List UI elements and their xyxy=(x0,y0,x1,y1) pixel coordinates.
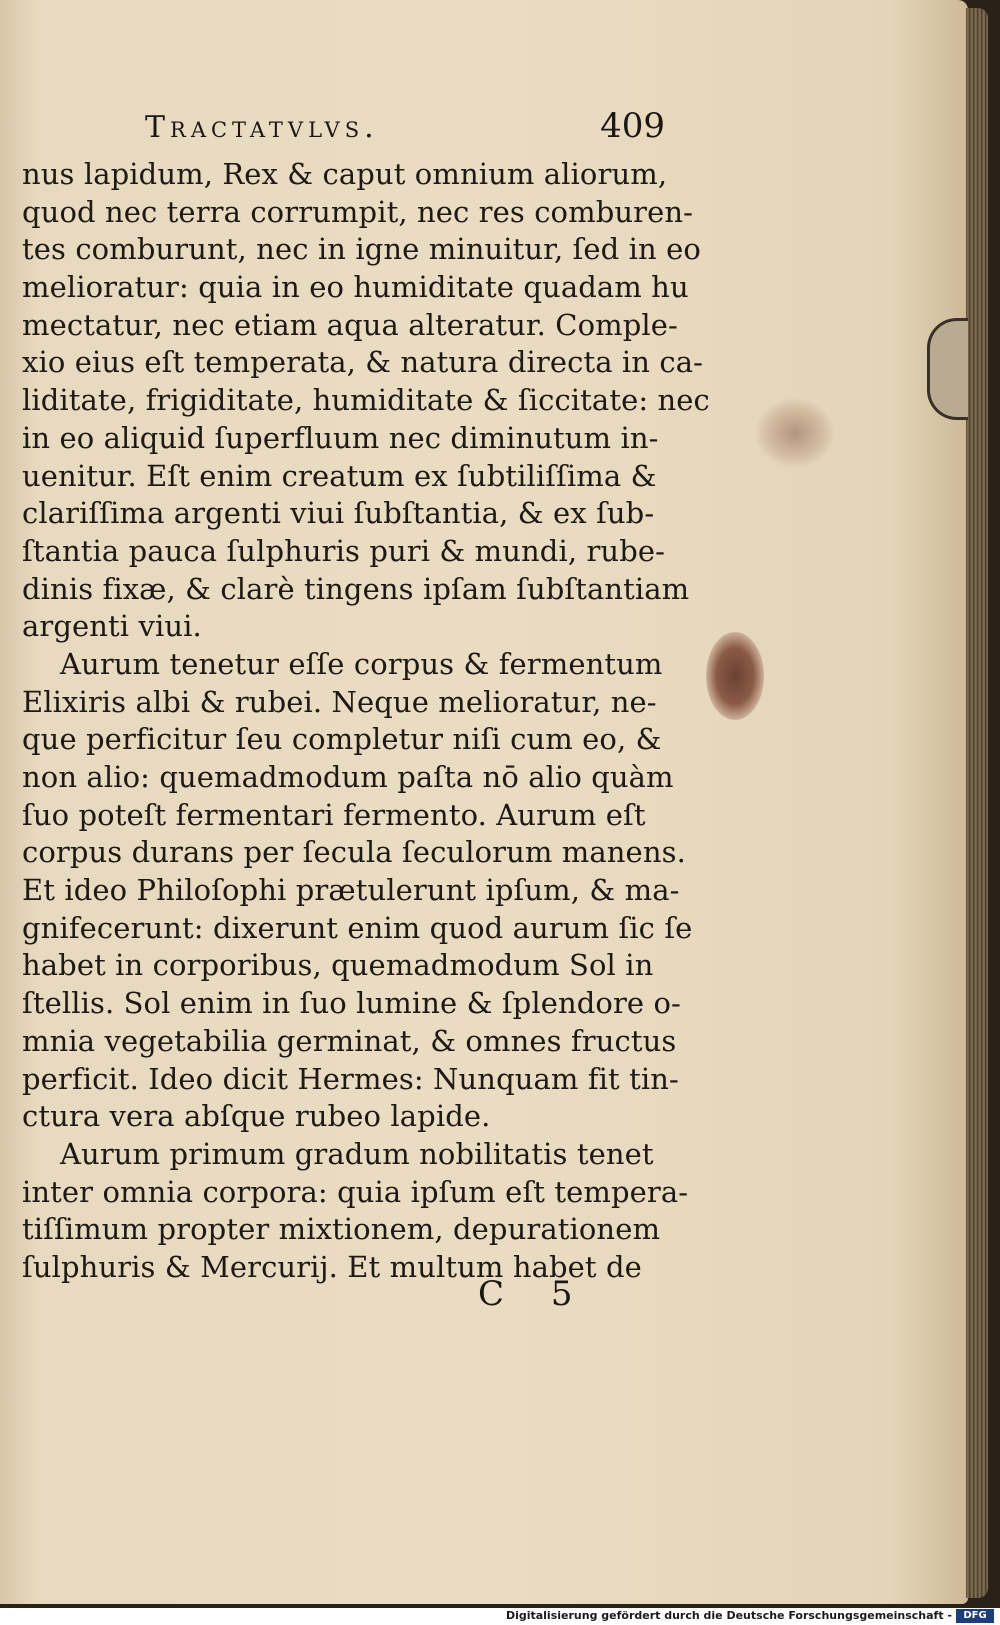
text-line: ctura vera abſque rubeo lapide. xyxy=(22,1099,491,1134)
text-line: tes comburunt, nec in igne minuitur, ſed in eo xyxy=(22,232,701,267)
bookmark-tab xyxy=(927,318,968,420)
dfg-logo: DFG xyxy=(956,1609,994,1623)
text-line: ſtantia pauca ſulphuris puri & mundi, rube- xyxy=(22,533,666,568)
text-line: Aurum primum gradum nobilitatis tenet xyxy=(60,1136,654,1171)
text-line: quod nec terra corrumpit, nec res comburen- xyxy=(22,194,694,229)
text-line: argenti viui. xyxy=(22,609,202,644)
text-line: gnifecerunt: dixerunt enim quod aurum ſic ſe xyxy=(22,910,693,945)
text-line: in eo aliquid ſuperfluum nec diminutum in- xyxy=(22,420,659,455)
text-line: nus lapidum, Rex & caput omnium aliorum, xyxy=(22,157,668,191)
text-line: mnia vegetabilia germinat, & omnes fructus xyxy=(22,1023,677,1058)
text-line: non alio: quemadmodum paſta nō alio quàm xyxy=(22,760,674,794)
text-line: liditate, frigiditate, humiditate & ſiccitate: nec xyxy=(22,383,710,418)
text-line: Aurum tenetur eſſe corpus & fermentum xyxy=(60,646,663,681)
page-number: 409 xyxy=(600,106,665,146)
text-line: ſuo poteſt fermentari fermento. Aurum eſt xyxy=(22,797,646,832)
faint-stain xyxy=(755,398,835,468)
text-line: corpus durans per ſecula ſeculorum manens. xyxy=(22,835,686,870)
text-line: ſtellis. Sol enim in ſuo lumine & ſplendore o- xyxy=(22,986,681,1021)
text-line: xio eius eſt temperata, & natura directa in ca- xyxy=(22,345,704,380)
running-title: Tractatvlvs. xyxy=(145,110,379,145)
body-text xyxy=(22,156,710,1287)
text-line: inter omnia corpora: quia ipſum eſt tempera- xyxy=(22,1174,689,1209)
signature-mark: C 5 xyxy=(478,1274,591,1314)
text-line: uenitur. Eſt enim creatum ex ſubtiliſſima & xyxy=(22,458,657,493)
text-line: que perficitur ſeu completur niſi cum eo, & xyxy=(22,722,662,757)
footer-bar xyxy=(0,1608,1000,1625)
ink-stain xyxy=(706,632,764,720)
text-line: habet in corporibus, quemadmodum Sol in xyxy=(22,948,654,983)
page-edge xyxy=(966,8,988,1598)
text-line: perficit. Ideo dicit Hermes: Nunquam fit tin- xyxy=(22,1061,679,1096)
footer-credit: Digitalisierung gefördert durch die Deutsche Forschungsgemeinschaft - xyxy=(505,1609,952,1622)
text-line: clariſſima argenti viui ſubſtantia, & ex ſub- xyxy=(22,496,655,531)
text-line: tiſſimum propter mixtionem, depurationem xyxy=(22,1212,661,1247)
text-line: Elixiris albi & rubei. Neque melioratur, ne- xyxy=(22,684,657,719)
text-line: dinis fixæ, & clarè tingens ipſam ſubſtantiam xyxy=(22,571,690,606)
text-line: mectatur, nec etiam aqua alteratur. Comple- xyxy=(22,307,678,342)
text-line: ſulphuris & Mercurij. Et multum habet de xyxy=(22,1249,642,1284)
text-line: melioratur: quia in eo humiditate quadam hu xyxy=(22,270,689,305)
page-header xyxy=(145,106,665,156)
text-line: Et ideo Philoſophi prætulerunt ipſum, & ma- xyxy=(22,873,680,908)
